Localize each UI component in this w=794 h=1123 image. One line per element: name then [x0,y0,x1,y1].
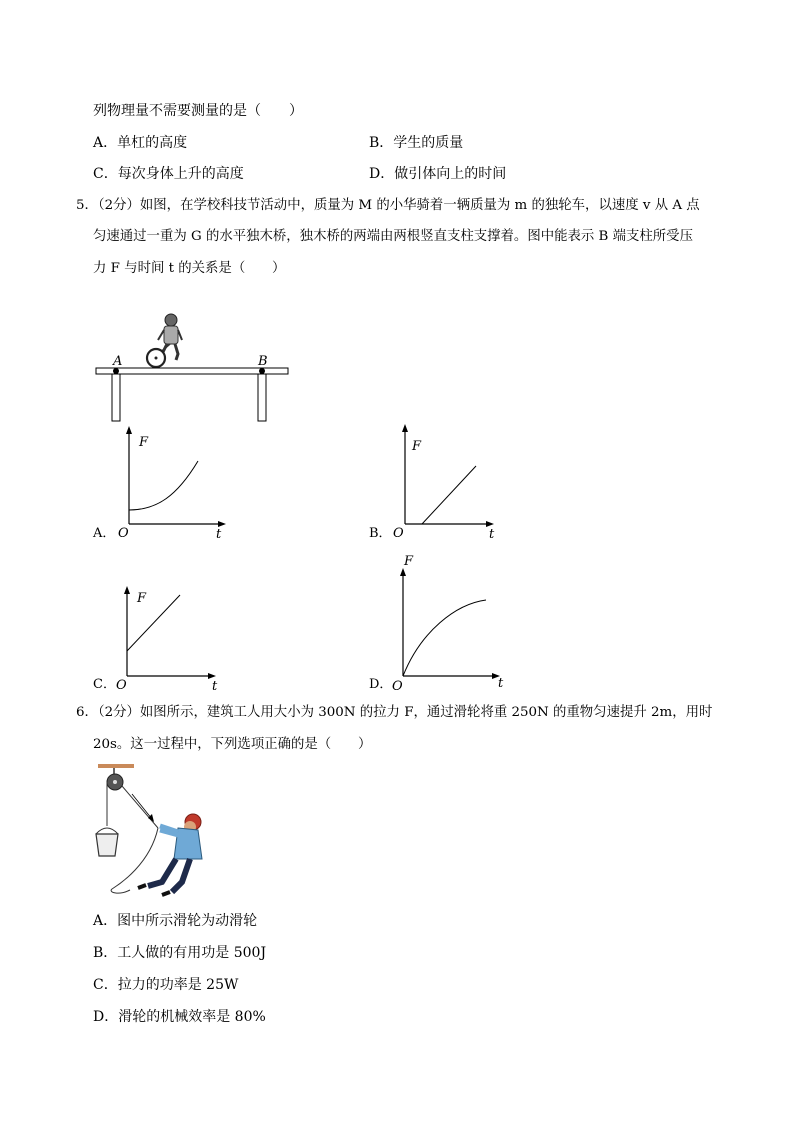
q6-option-b-text: 工人做的有用功是 500J [117,945,267,961]
q5-line-2: 匀速通过一重为 G 的水平独木桥，独木桥的两端由两根竖直支柱支撑着。图中能表示 B 端支柱所受压 [93,229,693,244]
graph-d-o-label: O [392,679,403,694]
graph-a [112,424,232,542]
q4-option-c [93,164,244,184]
bucket [96,834,118,856]
q4-option-b-text: 学生的质量 [393,135,464,151]
q6-option-c-letter: C． [93,977,118,993]
graph-b-f-label: F [412,439,422,454]
force-arrow [132,794,152,819]
label-b: B [258,354,268,369]
pulley-worker-figure [90,764,220,904]
graph-d-f-label: F [404,554,414,569]
q6-option-d-text: 滑轮的机械效率是 80% [118,1009,266,1025]
q6-option-b [93,943,266,963]
q4-option-b-letter: B． [369,135,394,151]
graph-c-f-label: F [137,591,147,606]
q6-option-d-letter: D． [93,1009,119,1025]
q4-option-c-letter: C． [93,166,118,182]
q6-option-a-letter: A． [93,913,118,929]
q6-option-b-letter: B． [93,945,118,961]
pillar-a [112,374,120,421]
q4-option-d-letter: D． [369,166,395,182]
label-a: A [113,354,123,369]
graph-a-t-label: t [216,527,222,542]
graph-a-f-label: F [139,435,149,450]
graph-b-option-letter: B． [369,526,392,541]
graph-a-curve [129,461,198,510]
ceiling-beam [98,764,134,768]
graph-c [110,576,230,694]
q4-tail: 列物理量不需要测量的是（ ） [93,103,303,119]
graph-a-o-label: O [118,526,129,541]
graph-c-option-letter: C． [93,677,116,692]
q4-option-d-text: 做引体向上的时间 [394,166,507,182]
unicycle-bridge-figure [92,286,292,426]
q4-option-a-text: 单杠的高度 [117,135,188,151]
graph-d [386,554,506,694]
graph-d-option-letter: D． [369,677,393,692]
graph-c-line [127,595,180,651]
q4-option-b [369,133,463,153]
q6-line-2: 20s。这一过程中，下列选项正确的是（ ） [93,737,372,752]
pillar-b [258,374,266,421]
q6-option-a [93,911,257,931]
q4-option-c-text: 每次身体上升的高度 [117,166,244,182]
q6-option-c-text: 拉力的功率是 25W [117,977,239,993]
graph-b-o-label: O [393,526,404,541]
q4-option-a-letter: A． [93,135,118,151]
q4-option-d [369,164,506,184]
q6-option-c [93,975,238,995]
q4-option-a [93,133,187,153]
graph-b-line [422,466,476,524]
q6-line-1: 6．（2分）如图所示，建筑工人用大小为 300N 的拉力 F，通过滑轮将重 250N 的重物匀速提升 2m，用时 [76,705,713,720]
graph-c-t-label: t [212,679,218,694]
graph-b [388,424,508,542]
unicycle-rider-illustration [147,314,182,367]
graph-d-t-label: t [498,676,504,691]
graph-d-curve [403,600,486,676]
q6-option-a-text: 图中所示滑轮为动滑轮 [117,913,258,929]
q5-line-3: 力 F 与时间 t 的关系是（ ） [93,261,286,276]
q5-line-1: 5．（2分）如图，在学校科技节活动中，质量为 M 的小华骑着一辆质量为 m 的独轮车，以速度 v 从 A 点 [76,198,700,213]
graph-b-t-label: t [489,527,495,542]
graph-a-option-letter: A． [93,526,116,541]
q6-option-d [93,1007,266,1027]
graph-c-o-label: O [116,678,127,693]
